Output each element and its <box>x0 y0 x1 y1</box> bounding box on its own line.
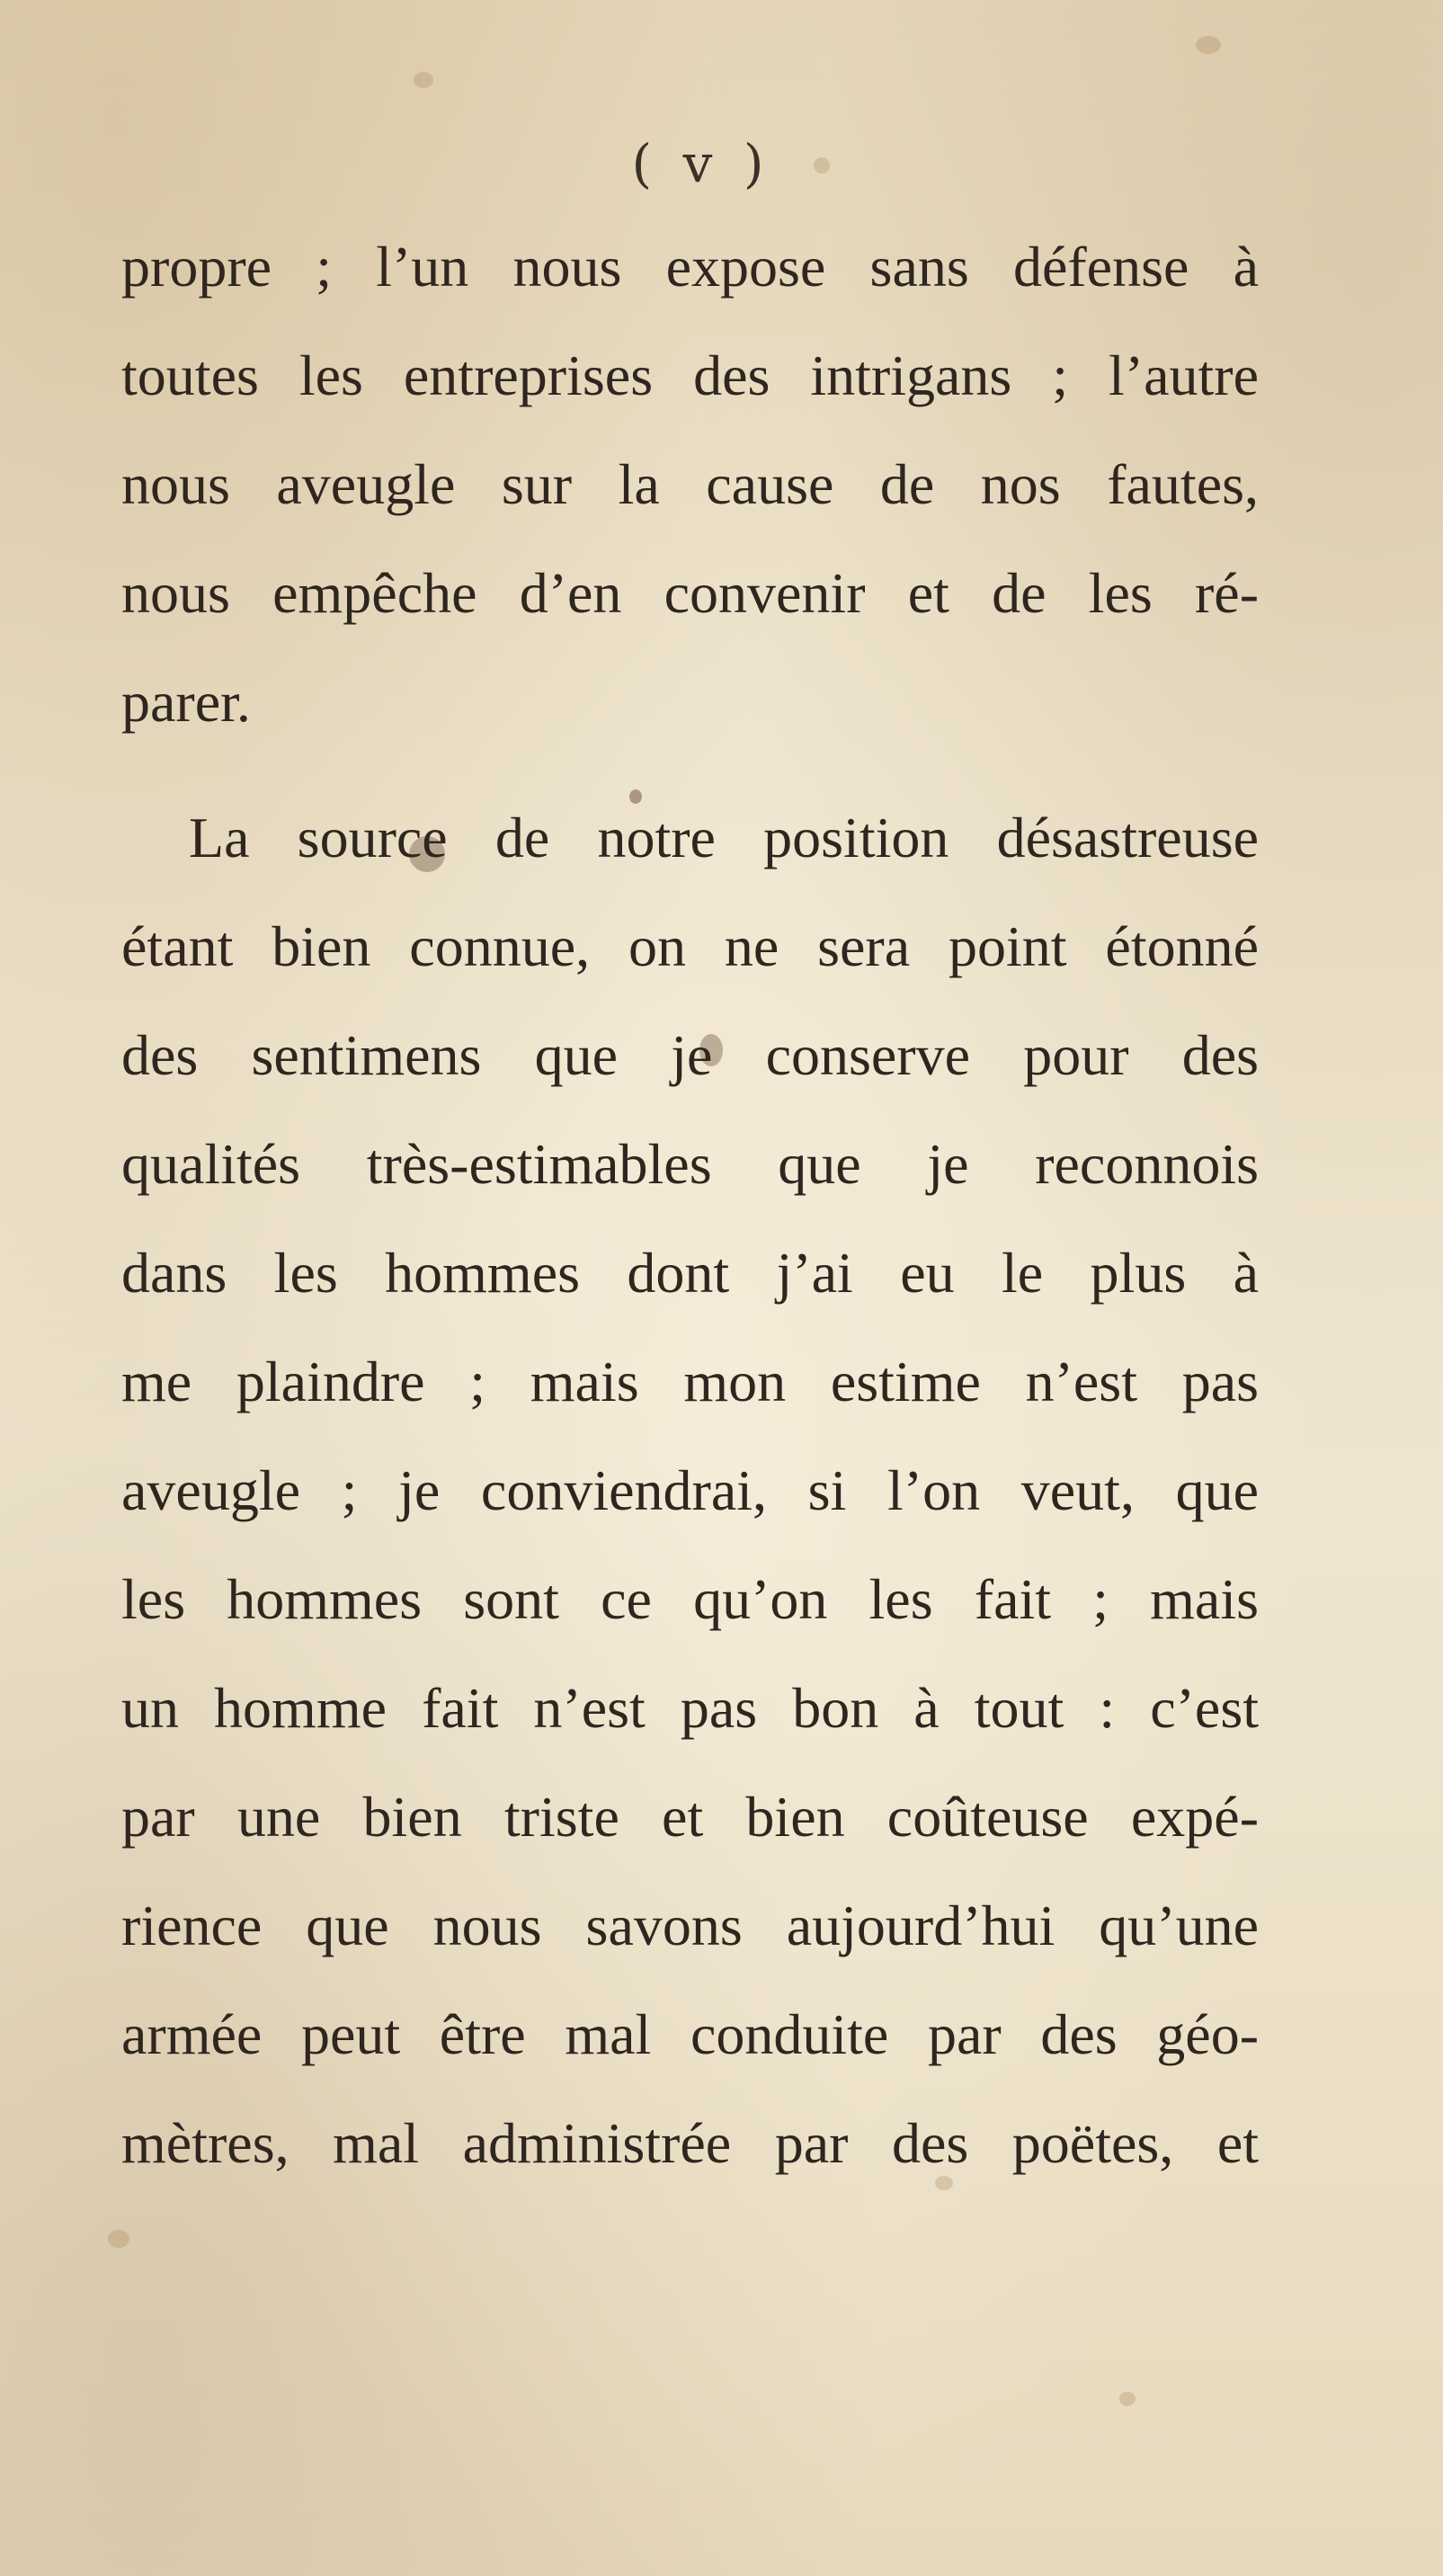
text-line: les hommes sont ce qu’on les fait ; mais <box>121 1567 1259 1631</box>
text-line: armée peut être mal conduite par des géo- <box>121 2002 1259 2066</box>
text-line: nous aveugle sur la cause de nos fautes, <box>121 452 1259 516</box>
text-line: des sentimens que je conserve pour des <box>121 1023 1259 1087</box>
stain-mark <box>414 72 433 88</box>
text-line: dans les hommes dont j’ai eu le plus à <box>121 1241 1259 1305</box>
paragraph-gap <box>121 756 1259 783</box>
text-line: rience que nous savons aujourd’hui qu’une <box>121 1894 1259 1957</box>
body-text <box>121 212 1259 2197</box>
text-line: parer. <box>121 670 251 734</box>
paragraph <box>121 783 1259 2197</box>
text-line: un homme fait n’est pas bon à tout : c’est <box>121 1676 1259 1740</box>
text-line: toutes les entreprises des intrigans ; l’autre <box>121 343 1259 407</box>
text-line: La source de notre position désastreuse <box>189 806 1259 869</box>
text-line: nous empêche d’en convenir et de les ré- <box>121 561 1259 625</box>
page-number-header: ( v ) <box>631 133 771 194</box>
text-line: mètres, mal administrée par des poëtes, et <box>121 2111 1259 2175</box>
paragraph <box>121 212 1259 756</box>
text-line: par une bien triste et bien coûteuse expé- <box>121 1785 1259 1849</box>
text-line: propre ; l’un nous expose sans défense à <box>121 235 1259 299</box>
text-line: étant bien connue, on ne sera point étonné <box>121 914 1259 978</box>
text-line: qualités très-estimables que je reconnois <box>121 1132 1259 1196</box>
stain-mark <box>1196 36 1221 54</box>
text-line: aveugle ; je conviendrai, si l’on veut, que <box>121 1458 1259 1522</box>
stain-mark <box>1119 2392 1136 2406</box>
text-line: me plaindre ; mais mon estime n’est pas <box>121 1350 1259 1413</box>
stain-mark <box>108 2230 129 2248</box>
